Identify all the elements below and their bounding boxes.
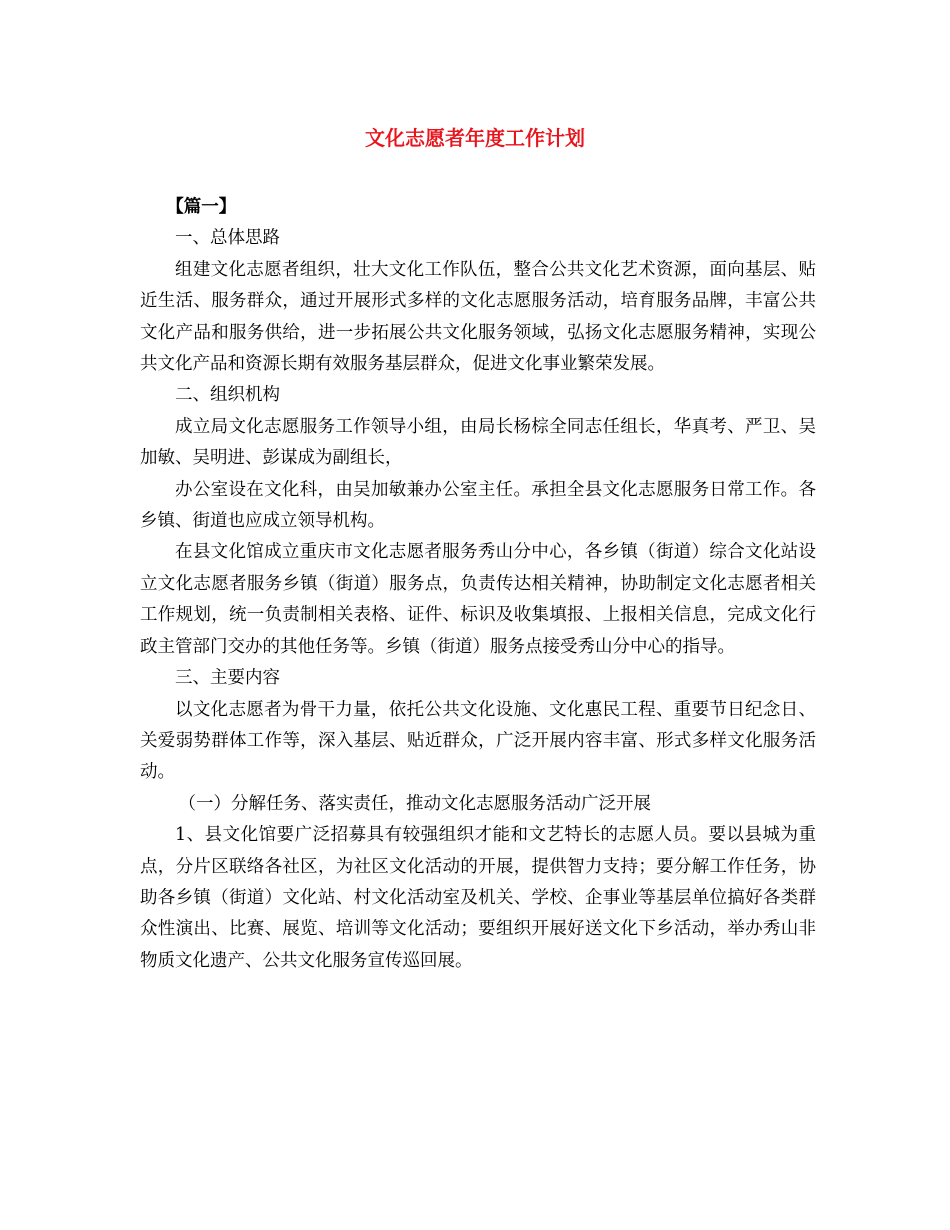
body-paragraph: 1、县文化馆要广泛招募具有较强组织才能和文艺特长的志愿人员。要以县城为重点，分片区联络各社区，为社区文化活动的开展，提供智力支持；要分解工作任务，协助各乡镇（街道）文化站、村文化活动室及机关、学校、企事业等基层单位搞好各类群众性演出、比赛、展览、培训等文化活动；要组织开展好送文化下乡活动，举办秀山非物质文化遗产、公共文化服务宣传巡回展。 [140,825,816,971]
page-title: 文化志愿者年度工作计划 [365,126,585,150]
body-paragraph: 办公室设在文化科，由吴加敏兼办公室主任。承担全县文化志愿服务日常工作。各乡镇、街道也应成立领导机构。 [140,479,816,532]
chapter-heading: 【篇一】 [166,197,237,217]
section-heading: 一、总体思路 [175,228,280,249]
section-heading: 三、主要内容 [175,668,280,689]
body-paragraph: 成立局文化志愿服务工作领导小组，由局长杨棕全同志任组长，华真考、严卫、吴加敏、吴明进、彭谋成为副组长， [140,416,816,469]
document-body [140,192,816,977]
body-paragraph: 组建文化志愿者组织，壮大文化工作队伍，整合公共文化艺术资源，面向基层、贴近生活、服务群众，通过开展形式多样的文化志愿服务活动，培育服务品牌，丰富公共文化产品和服务供给，进一步拓展公共文化服务领域，弘扬文化志愿服务精神，实现公共文化产品和资源长期有效服务基层群众，促进文化事业繁荣发展。 [140,259,816,375]
section-heading: 二、组织机构 [175,385,280,406]
body-paragraph: 以文化志愿者为骨干力量，依托公共文化设施、文化惠民工程、重要节日纪念日、关爱弱势群体工作等，深入基层、贴近群众，广泛开展内容丰富、形式多样文化服务活动。 [140,699,816,783]
body-paragraph: 在县文化馆成立重庆市文化志愿者服务秀山分中心，各乡镇（街道）综合文化站设立文化志愿者服务乡镇（街道）服务点，负责传达相关精神，协助制定文化志愿者相关工作规划，统一负责制相关表格、证件、标识及收集填报、上报相关信息，完成文化行政主管部门交办的其他任务等。乡镇（街道）服务点接受秀山分中心的指导。 [140,542,816,657]
subsection-heading: （一）分解任务、落实责任，推动文化志愿服务活动广泛开展 [178,793,651,814]
